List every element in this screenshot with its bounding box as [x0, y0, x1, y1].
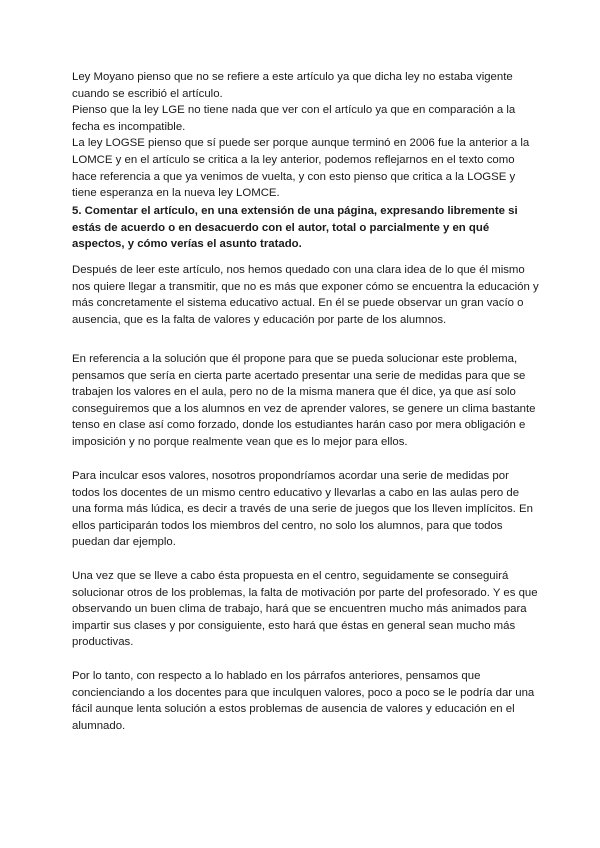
text-line: todos los docentes de un mismo centro educativo y llevarlas a cabo en las aulas pero de [72, 486, 520, 499]
heading-line: 5. Comentar el artículo, en una extensión de una página, expresando libremente si [72, 205, 518, 217]
text-line: Después de leer este artículo, nos hemos quedado con una clara idea de lo que él mismo [72, 264, 525, 276]
paragraph-4 [72, 568, 538, 651]
text-line: alumnado. [72, 719, 126, 732]
text-line: una forma más lúdica, es decir a través de una serie de juegos que los lleven implícitos. En [72, 503, 533, 516]
text-line: más concretamente el sistema educativo actual. En él se puede observar un gran vacío o [72, 297, 524, 310]
paragraph-1 [72, 262, 539, 328]
text-line: concienciando a los docentes para que inculquen valores, poco a poco se le podría dar una [72, 686, 535, 699]
heading-line: aspectos, y cómo verías el asunto tratado. [72, 238, 302, 251]
paragraph-2 [72, 351, 534, 451]
text-line: Ley Moyano pienso que no se refiere a este artículo ya que dicha ley no estaba vigente [72, 71, 513, 83]
text-line: Una vez que se lleve a cabo ésta propuesta en el centro, seguidamente se conseguirá [72, 570, 509, 582]
paragraph-5 [72, 668, 534, 734]
text-line: puedan dar ejemplo. [72, 536, 176, 549]
text-line: fecha es incompatible. [72, 120, 186, 133]
text-line: Por lo tanto, con respecto a lo hablado en los párrafos anteriores, pensamos que [72, 670, 481, 682]
text-line: solucionar otros de los problemas, la falta de motivación por parte del profesorado. Y es que [72, 586, 538, 599]
text-line: La ley LOGSE pienso que sí puede ser porque aunque terminó en 2006 fue la anterior a la [72, 137, 530, 150]
text-line: tenso en clase así como forzado, donde los estudiantes harán caso por mera obligación e [72, 419, 526, 432]
text-line: Pienso que la ley LGE no tiene nada que ver con el artículo ya que en comparación a la [72, 104, 516, 117]
section-heading [72, 203, 534, 253]
text-line: conseguiremos que a los alumnos en vez de aprender valores, se genere un clima bastante [72, 402, 536, 415]
text-line: nos quiere llegar a transmitir, que no es más que exponer cómo se encuentra la educación y [72, 280, 539, 293]
text-line: productivas. [72, 636, 134, 649]
heading-line: estás de acuerdo o en desacuerdo con el autor, total o parcialmente y en qué [72, 221, 490, 234]
text-line: imposición y no porque realmente vean que es lo mejor para ellos. [72, 435, 408, 448]
text-line: hace referencia a que ya venimos de vuelta, y con esto pienso que critica a la LOGSE y [72, 170, 516, 183]
text-line: tiene esperanza en la nueva ley LOMCE. [72, 187, 280, 200]
text-line: trabajen los valores en el aula, pero no de la misma manera que él dice, ya que así solo [72, 386, 516, 399]
text-line: impartir sus clases y por consiguiente, esto hará que éstas en general sean mucho más [72, 619, 516, 632]
text-line: En referencia a la solución que él propone para que se pueda solucionar este problema, [72, 353, 518, 365]
text-line: LOMCE y en el artículo se critica a la ley anterior, podemos reflejarnos en el texto como [72, 153, 515, 166]
text-line: observando un buen clima de trabajo, hará que se encuentren mucho más animados para [72, 603, 527, 616]
paragraph-3 [72, 468, 534, 551]
intro-paragraph [72, 69, 534, 202]
text-line: Para inculcar esos valores, nosotros propondríamos acordar una serie de medidas por [72, 470, 509, 482]
text-line: cuando se escribió el artículo. [72, 87, 223, 100]
text-line: pensamos que sería en cierta parte acertado presentar una serie de medidas para que se [72, 369, 526, 382]
text-line: fácil aunque lenta solución a estos problemas de ausencia de valores y educación en el [72, 703, 515, 716]
text-line: ausencia, que es la falta de valores y educación por parte de los alumnos. [72, 313, 447, 326]
text-line: ellos participarán todos los miembros del centro, no solo los alumnos, para que todos [72, 519, 503, 532]
